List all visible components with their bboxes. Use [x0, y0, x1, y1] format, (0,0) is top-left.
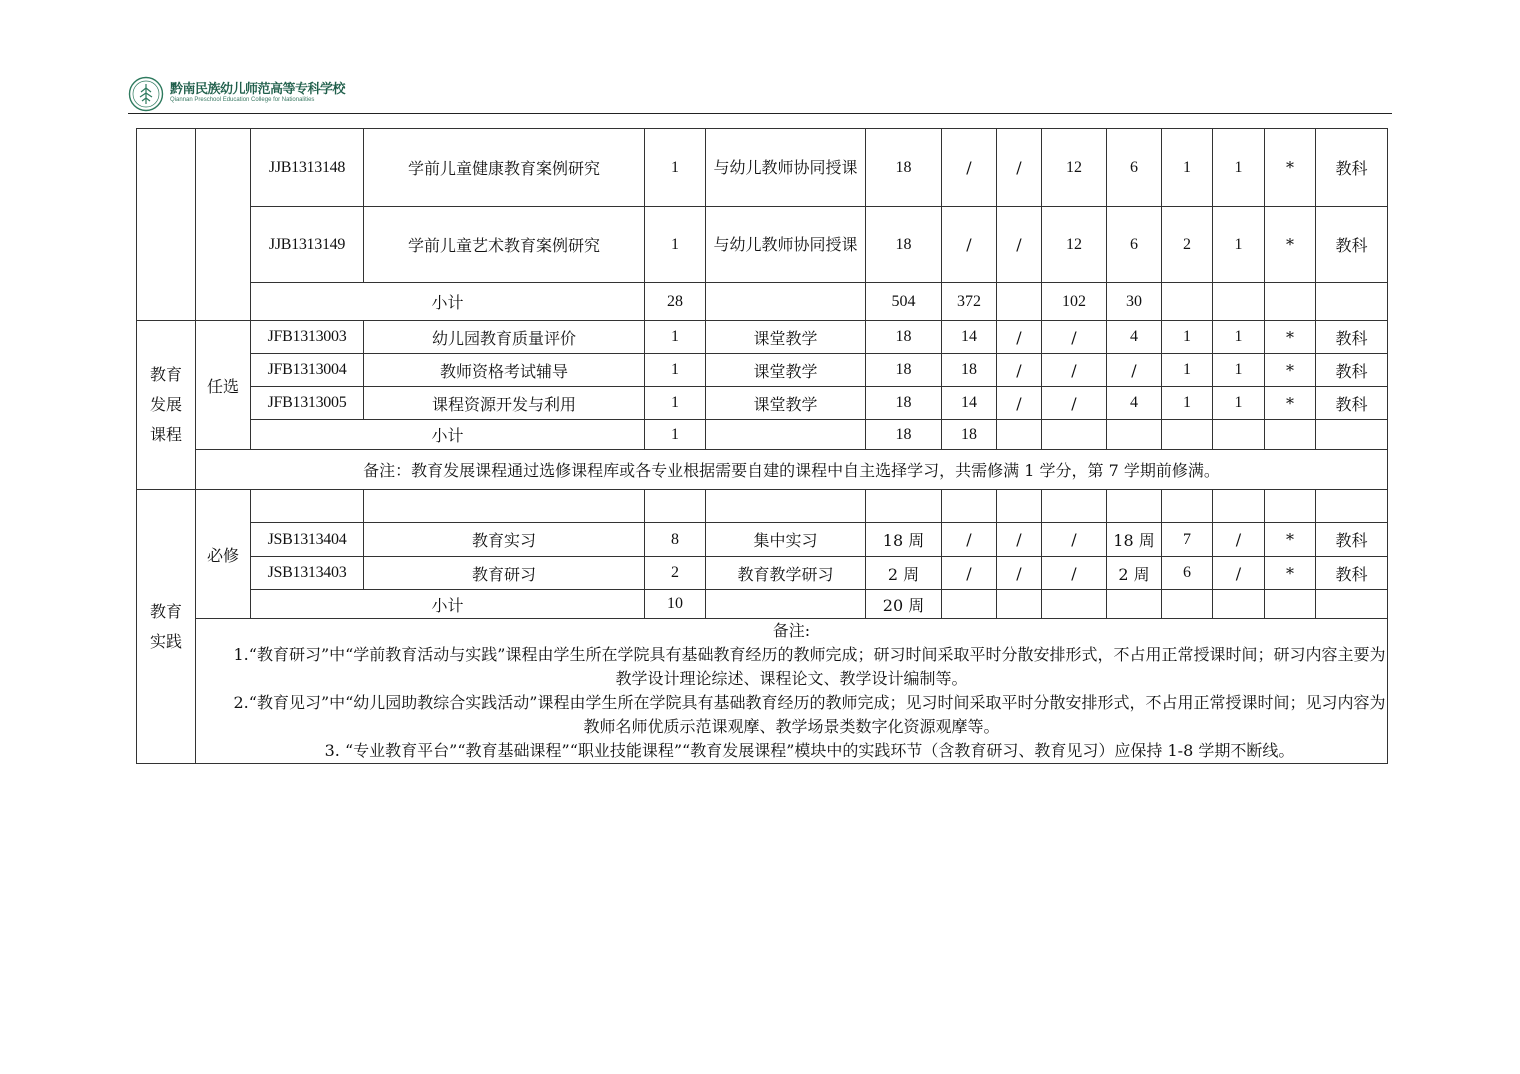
empty-cell: [1213, 490, 1265, 523]
subtotal-col-5: 30: [1107, 283, 1162, 321]
table-row: [137, 387, 1388, 420]
empty-cell: [866, 490, 942, 523]
subtotal-total: 18: [866, 420, 942, 450]
course-name: 教育研习: [364, 557, 645, 590]
empty-cell: [1162, 490, 1213, 523]
empty-cell: [706, 490, 866, 523]
col-5: /: [1107, 354, 1162, 387]
semester: 6: [1162, 557, 1213, 590]
table-row: [137, 490, 1388, 523]
total-hours: 18: [866, 387, 942, 420]
empty-cell: [1316, 490, 1388, 523]
table-row: [137, 321, 1388, 354]
empty-cell: [1265, 283, 1316, 321]
empty-cell: [1162, 590, 1213, 619]
col-5: 6: [1107, 129, 1162, 207]
weekly-hours: /: [1213, 557, 1265, 590]
empty-cell: [942, 590, 997, 619]
semester: 2: [1162, 207, 1213, 283]
teaching-mode: 集中实习: [706, 523, 866, 557]
col-5: 4: [1107, 321, 1162, 354]
empty-cell: [1042, 590, 1107, 619]
weekly-hours: 1: [1213, 321, 1265, 354]
practice-hours: /: [1042, 387, 1107, 420]
subtotal-label: 小计: [251, 590, 645, 619]
total-hours: 18 周: [866, 523, 942, 557]
course-code: JJB1313149: [251, 207, 364, 283]
practice-hours: /: [1042, 523, 1107, 557]
total-hours: 18: [866, 129, 942, 207]
unit: 教科: [1316, 354, 1388, 387]
practice-hours: 12: [1042, 129, 1107, 207]
mark: *: [1265, 129, 1316, 207]
col-3: /: [997, 387, 1042, 420]
practice-note: [196, 619, 1388, 764]
empty-cell: [1213, 283, 1265, 321]
empty-cell: [645, 490, 706, 523]
course-name: 学前儿童艺术教育案例研究: [364, 207, 645, 283]
note-item: 3. “专业教育平台”“教育基础课程”“职业技能课程”“教育发展课程”模块中的实践环节（含教育研习、教育见习）应保持 1-8 学期不断线。: [324, 741, 1295, 760]
unit: 教科: [1316, 321, 1388, 354]
type-label-dev: 任选: [196, 321, 251, 450]
course-credit: 1: [645, 207, 706, 283]
note-row: [137, 450, 1388, 490]
note-row: [137, 619, 1388, 764]
empty-cell: [706, 420, 866, 450]
total-hours: 18: [866, 354, 942, 387]
note-item: 2.“教育见习”中“幼儿园助教综合实践活动”课程由学生所在学院具有基础教育经历的教师完成；见习时间采取平时分散安排形式，不占用正常授课时间；见习内容为教师名师优质示范课观摩、教学场景类数字化资源观摩等。: [233, 693, 1386, 736]
curriculum-table: [136, 128, 1388, 764]
weekly-hours: /: [1213, 523, 1265, 557]
course-name: 课程资源开发与利用: [364, 387, 645, 420]
weekly-hours: 1: [1213, 129, 1265, 207]
course-credit: 1: [645, 354, 706, 387]
col-5: 2 周: [1107, 557, 1162, 590]
empty-cell: [1107, 490, 1162, 523]
subtotal-practice: 102: [1042, 283, 1107, 321]
semester: 1: [1162, 354, 1213, 387]
weekly-hours: 1: [1213, 354, 1265, 387]
empty-cell: [1265, 420, 1316, 450]
course-code: JFB1313003: [251, 321, 364, 354]
empty-cell: [1042, 490, 1107, 523]
empty-cell: [1316, 283, 1388, 321]
semester: 1: [1162, 129, 1213, 207]
col-3: /: [997, 129, 1042, 207]
group-cell-empty: [137, 129, 196, 321]
table-row: [137, 557, 1388, 590]
empty-cell: [1213, 590, 1265, 619]
empty-cell: [997, 590, 1042, 619]
subtotal-credit: 1: [645, 420, 706, 450]
note-item: 1.“教育研习”中“学前教育活动与实践”课程由学生所在学院具有基础教育经历的教师完成；研习时间采取平时分散安排形式，不占用正常授课时间；研习内容主要为教学设计理论综述、课程论文、教学设计编制等。: [233, 645, 1386, 688]
col-5: 6: [1107, 207, 1162, 283]
theory-hours: /: [942, 557, 997, 590]
practice-hours: /: [1042, 321, 1107, 354]
col-3: /: [997, 523, 1042, 557]
total-hours: 18: [866, 207, 942, 283]
mark: *: [1265, 557, 1316, 590]
type-label-practice: 必修: [196, 490, 251, 619]
theory-hours: 18: [942, 354, 997, 387]
col-3: /: [997, 557, 1042, 590]
col-3: /: [997, 321, 1042, 354]
empty-cell: [1107, 590, 1162, 619]
unit: 教科: [1316, 557, 1388, 590]
empty-cell: [1265, 490, 1316, 523]
course-name: 教师资格考试辅导: [364, 354, 645, 387]
empty-cell: [1162, 283, 1213, 321]
subtotal-total: 20 周: [866, 590, 942, 619]
mark: *: [1265, 523, 1316, 557]
empty-cell: [1316, 420, 1388, 450]
course-credit: 1: [645, 321, 706, 354]
unit: 教科: [1316, 129, 1388, 207]
empty-cell: [942, 490, 997, 523]
empty-cell: [364, 490, 645, 523]
table-row: [137, 207, 1388, 283]
group-label-practice: 教育实践: [137, 490, 196, 764]
mark: *: [1265, 321, 1316, 354]
teaching-mode: 课堂教学: [706, 387, 866, 420]
total-hours: 18: [866, 321, 942, 354]
weekly-hours: 1: [1213, 207, 1265, 283]
course-code: JJB1313148: [251, 129, 364, 207]
subtotal-label: 小计: [251, 420, 645, 450]
course-name: 学前儿童健康教育案例研究: [364, 129, 645, 207]
mark: *: [1265, 387, 1316, 420]
subtotal-theory: 18: [942, 420, 997, 450]
empty-cell: [1265, 590, 1316, 619]
empty-cell: [1107, 420, 1162, 450]
teaching-mode: 与幼儿教师协同授课: [706, 207, 866, 283]
empty-cell: [1316, 590, 1388, 619]
table-row: [137, 354, 1388, 387]
subtotal-row: [137, 420, 1388, 450]
course-name: 幼儿园教育质量评价: [364, 321, 645, 354]
empty-cell: [997, 283, 1042, 321]
theory-hours: /: [942, 207, 997, 283]
subtotal-total: 504: [866, 283, 942, 321]
weekly-hours: 1: [1213, 387, 1265, 420]
teaching-mode: 课堂教学: [706, 354, 866, 387]
col-3: /: [997, 354, 1042, 387]
course-code: JFB1313004: [251, 354, 364, 387]
course-credit: 1: [645, 387, 706, 420]
course-code: JSB1313404: [251, 523, 364, 557]
col-5: 18 周: [1107, 523, 1162, 557]
course-code: JSB1313403: [251, 557, 364, 590]
empty-cell: [706, 283, 866, 321]
theory-hours: 14: [942, 321, 997, 354]
teaching-mode: 教育教学研习: [706, 557, 866, 590]
note-title: 备注:: [772, 621, 811, 640]
col-3: /: [997, 207, 1042, 283]
empty-cell: [997, 490, 1042, 523]
group-label-dev: 教育发展课程: [137, 321, 196, 490]
semester: 7: [1162, 523, 1213, 557]
empty-cell: [1213, 420, 1265, 450]
course-credit: 2: [645, 557, 706, 590]
empty-cell: [706, 590, 866, 619]
col-5: 4: [1107, 387, 1162, 420]
semester: 1: [1162, 387, 1213, 420]
unit: 教科: [1316, 207, 1388, 283]
theory-hours: /: [942, 523, 997, 557]
theory-hours: 14: [942, 387, 997, 420]
type-cell-empty: [196, 129, 251, 321]
course-code: JFB1313005: [251, 387, 364, 420]
empty-cell: [1162, 420, 1213, 450]
course-credit: 8: [645, 523, 706, 557]
total-hours: 2 周: [866, 557, 942, 590]
subtotal-credit: 10: [645, 590, 706, 619]
subtotal-label: 小计: [251, 283, 645, 321]
subtotal-credit: 28: [645, 283, 706, 321]
mark: *: [1265, 207, 1316, 283]
teaching-mode: 课堂教学: [706, 321, 866, 354]
course-credit: 1: [645, 129, 706, 207]
practice-hours: 12: [1042, 207, 1107, 283]
unit: 教科: [1316, 387, 1388, 420]
school-emblem-icon: [128, 76, 164, 112]
empty-cell: [1042, 420, 1107, 450]
school-name-en: Qiannan Preschool Education College for Nationalities: [170, 97, 315, 103]
subtotal-theory: 372: [942, 283, 997, 321]
teaching-mode: 与幼儿教师协同授课: [706, 129, 866, 207]
subtotal-row: [137, 283, 1388, 321]
semester: 1: [1162, 321, 1213, 354]
page-header: [128, 74, 1392, 115]
unit: 教科: [1316, 523, 1388, 557]
course-name: 教育实习: [364, 523, 645, 557]
practice-hours: /: [1042, 354, 1107, 387]
subtotal-row: [137, 590, 1388, 619]
table-row: [137, 523, 1388, 557]
mark: *: [1265, 354, 1316, 387]
theory-hours: /: [942, 129, 997, 207]
school-name: 黔南民族幼儿师范高等专科学校: [170, 82, 346, 97]
dev-note: 备注：教育发展课程通过选修课程库或各专业根据需要自建的课程中自主选择学习，共需修满 1 学分，第 7 学期前修满。: [196, 450, 1388, 490]
empty-cell: [251, 490, 364, 523]
empty-cell: [997, 420, 1042, 450]
table-row: [137, 129, 1388, 207]
header-divider: [128, 113, 1392, 114]
practice-hours: /: [1042, 557, 1107, 590]
